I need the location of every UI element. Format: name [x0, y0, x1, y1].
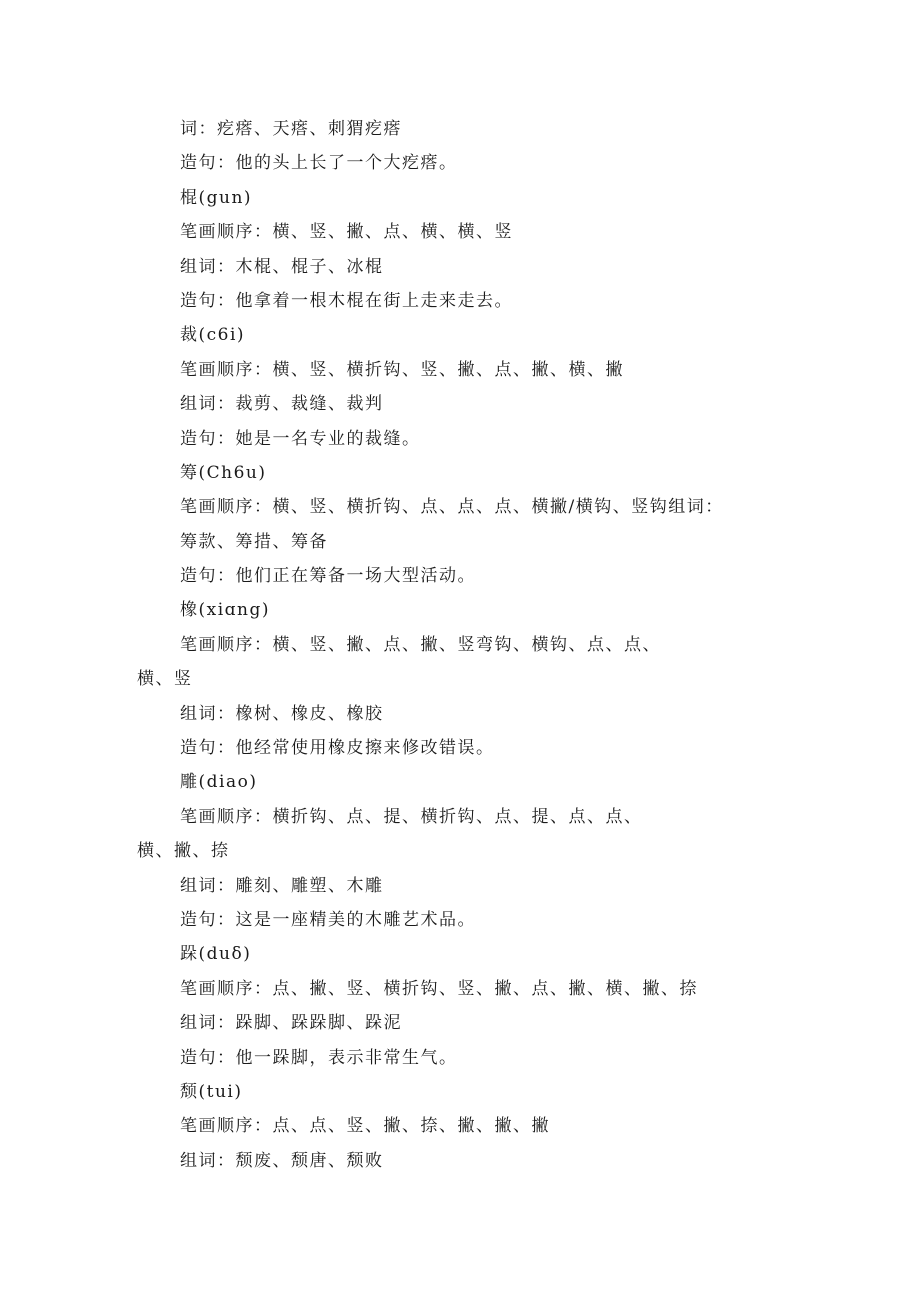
- text-line: 组词：裁剪、裁缝、裁判: [180, 394, 384, 415]
- text-line: 造句：他一跺脚，表示非常生气。: [180, 1047, 458, 1068]
- text-line: 造句：他们正在筹备一场大型活动。: [180, 566, 476, 587]
- text-line: 雕(diao): [180, 772, 258, 793]
- text-line: 筹款、筹措、筹备: [180, 531, 328, 552]
- text-line: 组词：颓废、颓唐、颓败: [180, 1150, 384, 1171]
- text-line: 造句：他拿着一根木棍在街上走来走去。: [180, 290, 513, 311]
- text-line: 组词：橡树、橡皮、橡胶: [180, 703, 384, 724]
- text-line: 组词：木棍、棍子、冰棍: [180, 256, 384, 277]
- text-line: 笔画顺序：点、撇、竖、横折钩、竖、撇、点、撇、横、撇、捺: [180, 978, 698, 999]
- text-line: 跺(duδ): [180, 944, 252, 965]
- text-line: 笔画顺序：横、竖、横折钩、点、点、点、横撇/横钩、竖钩组词：: [180, 497, 724, 518]
- text-line: 颓(tui): [180, 1081, 243, 1102]
- text-line: 筹(Ch6u): [180, 462, 267, 483]
- text-line: 组词：跺脚、跺跺脚、跺泥: [180, 1013, 402, 1034]
- text-line: 横、撇、捺: [137, 841, 230, 862]
- text-line: 造句：她是一名专业的裁缝。: [180, 428, 421, 449]
- text-line: 橡(xiɑng): [180, 600, 271, 621]
- text-line: 笔画顺序：点、点、竖、撇、捺、撇、撇、撇: [180, 1116, 550, 1137]
- text-line: 造句：这是一座精美的木雕艺术品。: [180, 909, 476, 930]
- text-line: 造句：他经常使用橡皮擦来修改错误。: [180, 738, 495, 759]
- text-line: 笔画顺序：横、竖、撇、点、撇、竖弯钩、横钩、点、点、: [180, 634, 661, 655]
- text-line: 笔画顺序：横、竖、撇、点、横、横、竖: [180, 222, 513, 243]
- text-line: 裁(c6i): [180, 325, 246, 346]
- document-body: [137, 112, 797, 1178]
- text-line: 组词：雕刻、雕塑、木雕: [180, 875, 384, 896]
- text-line: 笔画顺序：横、竖、横折钩、竖、撇、点、撇、横、撇: [180, 359, 624, 380]
- text-line: 横、竖: [137, 669, 193, 690]
- text-line: 棍(gun): [180, 187, 253, 208]
- text-line: 词：疙瘩、天瘩、刺猬疙瘩: [180, 119, 402, 139]
- text-line: 造句：他的头上长了一个大疙瘩。: [180, 153, 458, 174]
- text-line: 笔画顺序：横折钩、点、提、横折钩、点、提、点、点、: [180, 806, 643, 827]
